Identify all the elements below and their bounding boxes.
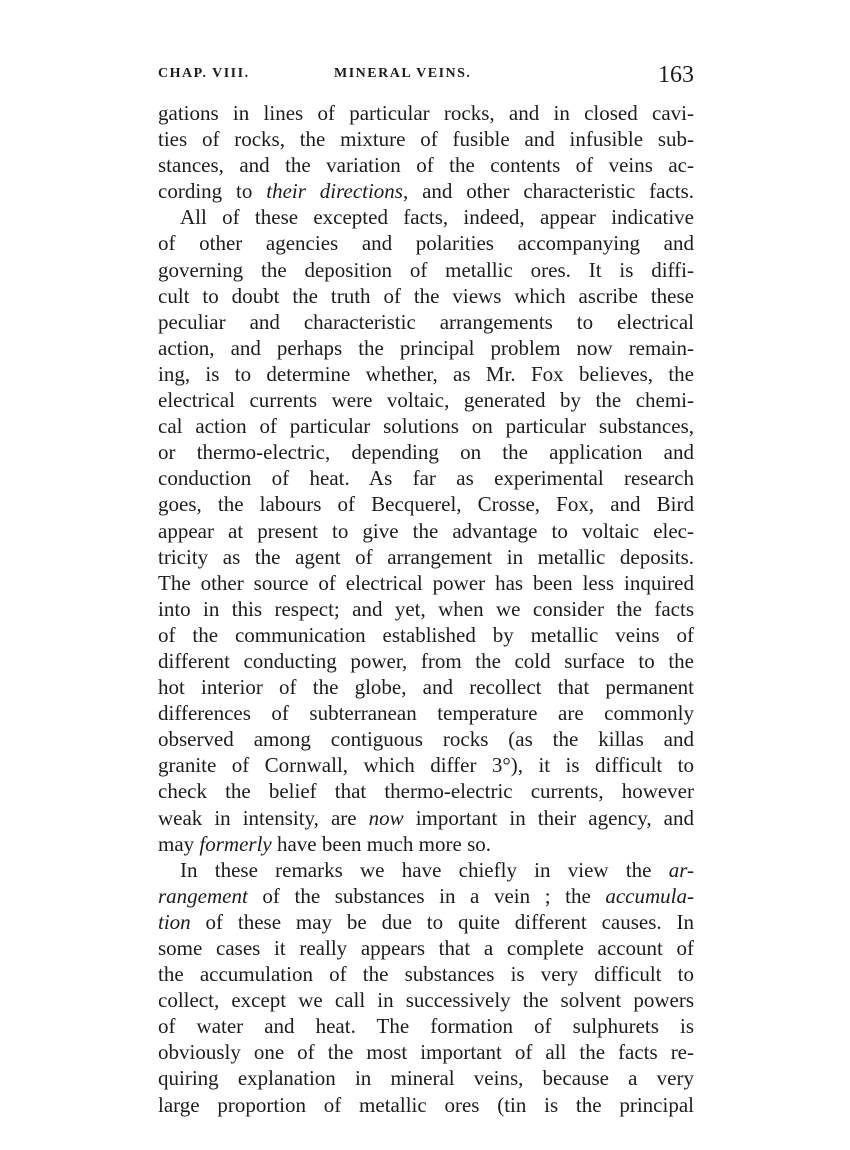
line-text: of these may be due to quite different causes. In (190, 909, 694, 934)
text-line (158, 257, 694, 283)
line-text: In these remarks we have chiefly in view the (180, 857, 669, 882)
line-text: different conducting power, from the cold surface to the (158, 648, 694, 673)
text-line (158, 857, 694, 883)
line-text: the accumulation of the substances is very difficult to (158, 962, 694, 987)
text-line (158, 413, 694, 439)
text-line (158, 335, 694, 361)
line-text: goes, the labours of Becquerel, Crosse, Fox, and Bird (158, 492, 694, 517)
text-line (158, 622, 694, 648)
italic-text: ar- (668, 857, 694, 882)
line-text: differences of subterranean temperature are commonly (158, 701, 694, 726)
text-line (158, 596, 694, 622)
text-line (158, 491, 694, 517)
line-text: of the substances in a vein ; the (247, 883, 606, 908)
running-header (158, 62, 694, 90)
italic-text: now (368, 805, 404, 830)
line-text: important in their agency, and (403, 805, 694, 830)
line-text: check the belief that thermo-electric currents, however (158, 779, 694, 804)
text-line (158, 204, 694, 230)
text-line (158, 1092, 694, 1118)
text-line (158, 831, 694, 857)
text-line (158, 361, 694, 387)
body-text (158, 100, 694, 1118)
line-text: , and other characteristic facts. (402, 179, 694, 204)
italic-text: rangement (158, 883, 248, 908)
text-line (158, 126, 694, 152)
text-line (158, 309, 694, 335)
line-text: electrical currents were voltaic, generated by the chemi- (158, 388, 694, 413)
line-text: ties of rocks, the mixture of fusible and infusible sub- (158, 127, 694, 152)
line-text: cording to (158, 179, 267, 204)
line-text: have been much more so. (271, 831, 491, 856)
line-text: some cases it really appears that a complete account of (158, 936, 694, 960)
line-text: of water and heat. The formation of sulphurets is (158, 1014, 694, 1039)
text-line (158, 648, 694, 674)
text-line (158, 1065, 694, 1091)
text-line (158, 726, 694, 752)
line-text: of other agencies and polarities accompanying and (158, 231, 694, 256)
line-text: conduction of heat. As far as experimental research (158, 466, 694, 491)
text-line (158, 387, 694, 413)
text-line (158, 178, 694, 204)
text-line (158, 439, 694, 465)
italic-text: accumula- (605, 883, 694, 908)
line-text: quiring explanation in mineral veins, because a very (158, 1066, 694, 1091)
line-text: cult to doubt the truth of the views which ascribe these (158, 283, 694, 308)
line-text: observed among contiguous rocks (as the killas and (158, 727, 694, 752)
text-line (158, 935, 694, 961)
text-line (158, 152, 694, 178)
line-text: collect, except we call in successively the solvent powers (158, 988, 694, 1013)
text-line (158, 465, 694, 491)
line-text: All of these excepted facts, indeed, appear indicative (180, 205, 694, 230)
line-text: action, and perhaps the principal problem now remain- (158, 335, 694, 360)
running-title: MINERAL VEINS. (334, 66, 472, 81)
text-line (158, 752, 694, 778)
text-line (158, 518, 694, 544)
line-text: obviously one of the most important of all the facts re- (158, 1040, 694, 1065)
line-text: cal action of particular solutions on particular substances, (158, 414, 694, 439)
line-text: appear at present to give the advantage to voltaic elec- (158, 518, 694, 543)
text-line (158, 778, 694, 804)
text-line (158, 961, 694, 987)
page-number: 163 (658, 62, 694, 88)
text-line (158, 544, 694, 570)
text-line (158, 883, 694, 909)
line-text: may (158, 831, 200, 856)
line-text: stances, and the variation of the contents of veins ac- (158, 153, 694, 178)
line-text: large proportion of metallic ores (tin is the principal (158, 1092, 694, 1117)
line-text: peculiar and characteristic arrangements to electrical (158, 309, 694, 334)
chapter-label: CHAP. VIII. (158, 66, 250, 81)
text-line (158, 1039, 694, 1065)
line-text: granite of Cornwall, which differ 3°), it is difficult to (158, 753, 694, 778)
line-text: or thermo-electric, depending on the application and (158, 440, 694, 465)
line-text: of the communication established by metallic veins of (158, 622, 694, 647)
line-text: ing, is to determine whether, as Mr. Fox believes, the (158, 361, 694, 386)
text-line (158, 987, 694, 1013)
text-line (158, 909, 694, 935)
text-line (158, 674, 694, 700)
line-text: The other source of electrical power has been less inquired (158, 570, 694, 595)
text-line (158, 700, 694, 726)
text-line (158, 1013, 694, 1039)
text-line (158, 283, 694, 309)
text-line (158, 805, 694, 831)
italic-text: tion (158, 909, 191, 934)
line-text: gations in lines of particular rocks, and in closed cavi- (158, 101, 694, 125)
text-line (158, 230, 694, 256)
text-line (158, 570, 694, 596)
line-text: into in this respect; and yet, when we consider the facts (158, 596, 694, 621)
line-text: tricity as the agent of arrangement in metallic deposits. (158, 544, 694, 569)
italic-text: their directions (266, 179, 403, 204)
line-text: weak in intensity, are (158, 805, 369, 830)
italic-text: formerly (199, 831, 272, 856)
line-text: hot interior of the globe, and recollect that permanent (158, 675, 694, 700)
text-line (158, 100, 694, 126)
line-text: governing the deposition of metallic ores. It is diffi- (158, 257, 694, 282)
